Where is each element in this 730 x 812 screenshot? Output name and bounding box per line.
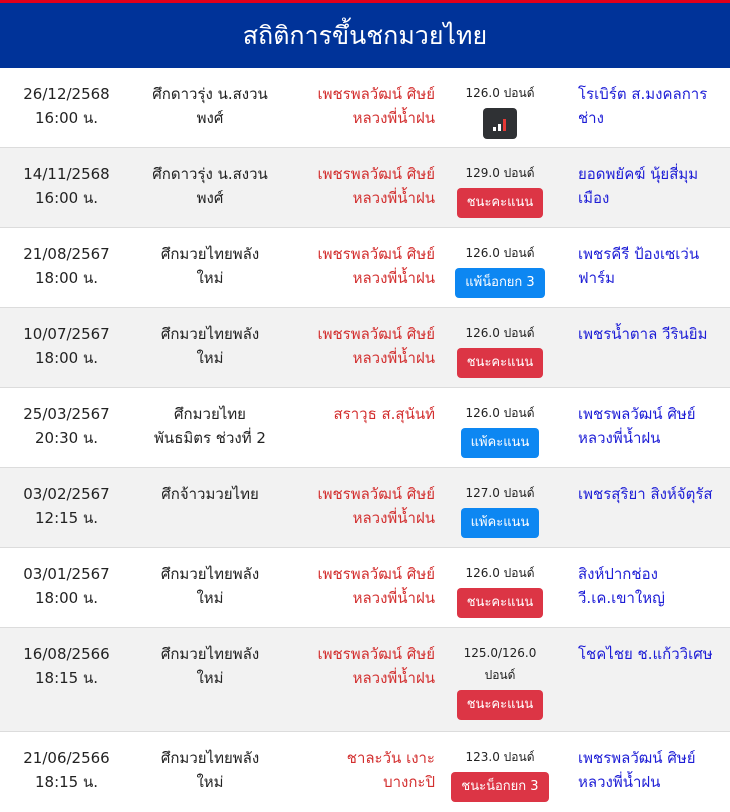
result-badge: ชนะน็อกยก 3 [451,772,548,802]
fight-time: 16:00 น. [34,109,99,127]
fight-event [133,746,287,794]
event-name-line2: ใหม่ [196,669,224,687]
blue-corner-fighter[interactable] [565,82,730,130]
blue-fighter-line1: เพชรคีรี ป้องเซเว่น [578,245,700,263]
result-badge: แพ้น็อกยก 3 [455,268,544,298]
fight-result-cell [435,562,565,618]
red-corner-fighter[interactable] [287,242,435,290]
red-fighter-line2: หลวงพี่น้ำฝน [352,349,435,367]
fight-datetime [0,82,133,130]
blue-fighter-line2: หลวงพี่น้ำฝน [578,773,661,791]
fight-event [133,642,287,690]
fight-weight: 126.0 ปอนด์ [465,86,535,100]
fight-weight: 125.0/126.0 [463,646,537,660]
result-badge: แพ้คะแนน [461,508,540,538]
fight-datetime [0,642,133,690]
page-header [0,3,730,68]
fight-time: 20:30 น. [34,429,99,447]
event-name-line1: ศึกจ้าวมวยไทย [161,485,259,503]
fight-date: 26/12/2568 [23,85,110,103]
fight-event [133,162,287,210]
red-fighter-line1: สราวุธ ส.สุนันท์ [333,405,435,423]
red-fighter-line1: ชาละวัน เงาะ [346,749,435,767]
fight-weight: 129.0 ปอนด์ [465,166,535,180]
fight-date: 10/07/2567 [23,325,110,343]
event-name-line2: พงศ์ [196,189,224,207]
fight-date: 21/06/2566 [23,749,110,767]
fight-row [0,308,730,388]
fight-result-cell [435,642,565,720]
red-fighter-line1: เพชรพลวัฒน์ ศิษย์ [317,485,435,503]
blue-fighter-line1: สิงห์ปากช่อง [578,565,658,583]
blue-fighter-line1: เพชรน้ำตาล วีรินยิม [578,325,708,343]
fight-row [0,148,730,228]
result-badge: ชนะคะแนน [457,348,544,378]
result-badge: ชนะคะแนน [457,588,544,618]
event-name-line1: ศึกมวยไทยพลัง [160,645,260,663]
event-name-line2: ใหม่ [196,773,224,791]
fight-weight: 126.0 ปอนด์ [465,566,535,580]
bar-chart-icon[interactable] [483,108,517,139]
event-name-line1: ศึกมวยไทย [174,405,246,423]
event-name-line1: ศึกมวยไทยพลัง [160,325,260,343]
blue-corner-fighter[interactable] [565,746,730,794]
event-name-line2: ใหม่ [196,269,224,287]
fight-result-cell [435,482,565,538]
event-name-line2: ใหม่ [196,589,224,607]
blue-corner-fighter[interactable] [565,322,730,346]
fight-time: 16:00 น. [34,189,99,207]
fight-row [0,732,730,812]
red-corner-fighter[interactable] [287,82,435,130]
fight-event [133,562,287,610]
fight-weight: 126.0 ปอนด์ [465,326,535,340]
fight-date: 03/02/2567 [23,485,110,503]
blue-fighter-line1: เพชรพลวัฒน์ ศิษย์ [578,749,696,767]
fight-time: 18:15 น. [34,773,99,791]
event-name-line2: พันธมิตร ช่วงที่ 2 [154,429,266,447]
fight-time: 18:00 น. [34,349,99,367]
fight-event [133,82,287,130]
red-fighter-line1: เพชรพลวัฒน์ ศิษย์ [317,245,435,263]
red-fighter-line1: เพชรพลวัฒน์ ศิษย์ [317,645,435,663]
blue-fighter-line2: หลวงพี่น้ำฝน [578,429,661,447]
fight-event [133,322,287,370]
fight-time: 18:15 น. [34,669,99,687]
result-badge: แพ้คะแนน [461,428,540,458]
fight-date: 25/03/2567 [23,405,110,423]
fight-event [133,402,287,450]
blue-fighter-line1: ยอดพยัคฆ์ นุ้ยสี่มุม [578,165,699,183]
fight-row [0,468,730,548]
fight-weight: 123.0 ปอนด์ [465,750,535,764]
blue-fighter-line1: เพชรสุริยา สิงห์จัตุรัส [578,485,713,503]
fight-date: 14/11/2568 [23,165,110,183]
fight-result-cell [435,746,565,802]
fight-date: 16/08/2566 [23,645,110,663]
page-title: สถิติการขึ้นชกมวยไทย [242,20,488,50]
red-fighter-line2: หลวงพี่น้ำฝน [352,189,435,207]
fight-time: 12:15 น. [34,509,99,527]
red-fighter-line1: เพชรพลวัฒน์ ศิษย์ [317,85,435,103]
fight-weight: 127.0 ปอนด์ [465,486,535,500]
fight-time: 18:00 น. [34,589,99,607]
fight-row [0,228,730,308]
blue-corner-fighter[interactable] [565,482,730,506]
red-fighter-line2: หลวงพี่น้ำฝน [352,669,435,687]
fight-row [0,68,730,148]
fight-row [0,628,730,732]
fight-result-cell [435,322,565,378]
blue-corner-fighter[interactable] [565,642,730,666]
fight-datetime [0,402,133,450]
fight-datetime [0,162,133,210]
blue-fighter-line2: ช่าง [578,109,604,127]
red-corner-fighter[interactable] [287,322,435,370]
event-name-line1: ศึกดาวรุ่ง น.สงวน [152,85,268,103]
fight-result-cell [435,402,565,458]
fight-event [133,482,287,506]
event-name-line2: ใหม่ [196,349,224,367]
blue-corner-fighter[interactable] [565,162,730,210]
fight-list [0,68,730,812]
event-name-line1: ศึกมวยไทยพลัง [160,749,260,767]
blue-fighter-line1: เพชรพลวัฒน์ ศิษย์ [578,405,696,423]
event-name-line1: ศึกดาวรุ่ง น.สงวน [152,165,268,183]
red-corner-fighter[interactable] [287,402,435,426]
red-corner-fighter[interactable] [287,162,435,210]
fight-date: 21/08/2567 [23,245,110,263]
red-fighter-line2: หลวงพี่น้ำฝน [352,109,435,127]
result-badge: ชนะคะแนน [457,690,544,720]
fight-time: 18:00 น. [34,269,99,287]
blue-fighter-line2: ฟาร์ม [578,269,615,287]
red-fighter-line2: บางกะปิ [383,773,435,791]
fight-datetime [0,322,133,370]
red-fighter-line2: หลวงพี่น้ำฝน [352,509,435,527]
red-fighter-line2: หลวงพี่น้ำฝน [352,589,435,607]
blue-corner-fighter[interactable] [565,562,730,610]
blue-fighter-line2: วี.เค.เขาใหญ่ [578,589,665,607]
blue-fighter-line1: โชคไชย ช.แก้ววิเศษ [578,645,713,663]
fight-datetime [0,746,133,794]
fight-result-cell [435,82,565,140]
red-corner-fighter[interactable] [287,642,435,690]
fight-weight: 126.0 ปอนด์ [465,246,535,260]
red-corner-fighter[interactable] [287,746,435,794]
blue-fighter-line1: โรเบิร์ต ส.มงคลการ [578,85,708,103]
event-name-line2: พงศ์ [196,109,224,127]
fight-datetime [0,482,133,530]
fight-result-cell [435,162,565,218]
red-fighter-line1: เพชรพลวัฒน์ ศิษย์ [317,565,435,583]
blue-corner-fighter[interactable] [565,402,730,450]
red-fighter-line1: เพชรพลวัฒน์ ศิษย์ [317,325,435,343]
fight-row [0,388,730,468]
red-corner-fighter[interactable] [287,482,435,530]
fight-datetime [0,242,133,290]
event-name-line1: ศึกมวยไทยพลัง [160,565,260,583]
red-corner-fighter[interactable] [287,562,435,610]
fight-result-cell [435,242,565,298]
red-fighter-line2: หลวงพี่น้ำฝน [352,269,435,287]
fight-weight-unit: ปอนด์ [484,668,516,682]
fight-datetime [0,562,133,610]
blue-fighter-line2: เมือง [578,189,610,207]
event-name-line1: ศึกมวยไทยพลัง [160,245,260,263]
blue-corner-fighter[interactable] [565,242,730,290]
red-fighter-line1: เพชรพลวัฒน์ ศิษย์ [317,165,435,183]
fight-event [133,242,287,290]
fight-row [0,548,730,628]
fight-weight: 126.0 ปอนด์ [465,406,535,420]
fight-date: 03/01/2567 [23,565,110,583]
result-badge: ชนะคะแนน [457,188,544,218]
